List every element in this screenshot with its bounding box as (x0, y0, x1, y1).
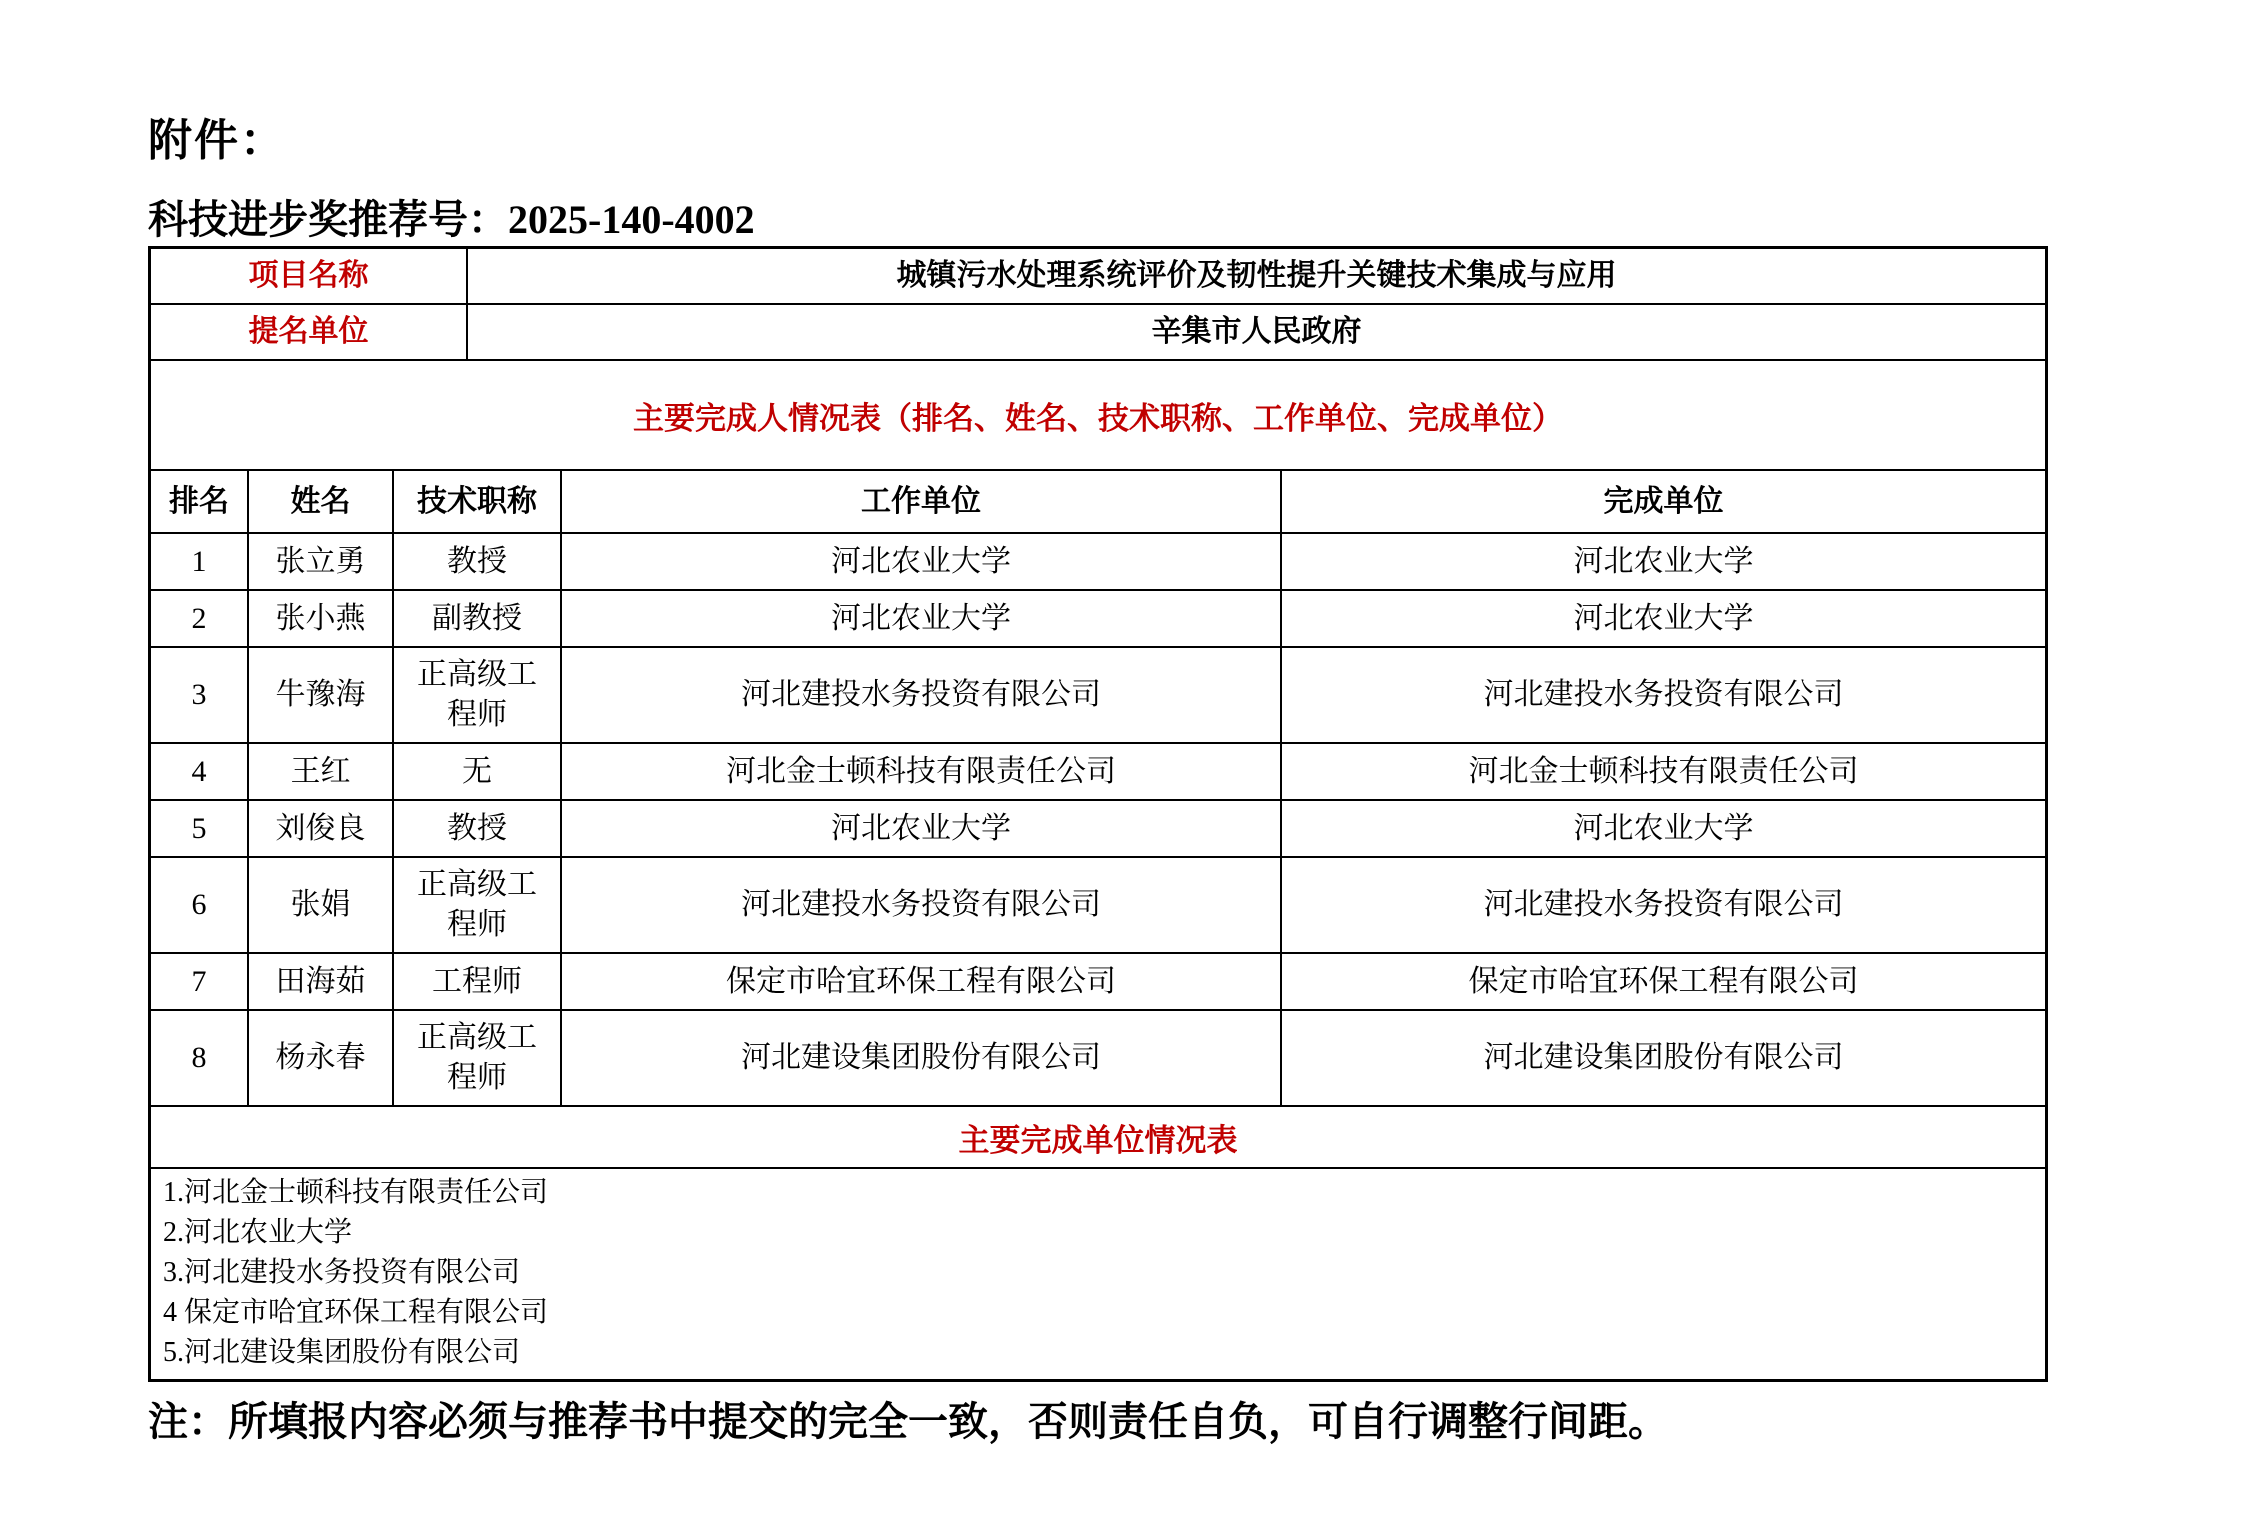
name-cell: 牛豫海 (249, 648, 394, 742)
rank-cell: 3 (151, 648, 249, 742)
attachment-label: 附件： (148, 116, 286, 165)
completers-header-row (151, 471, 2045, 534)
work-unit-cell: 河北农业大学 (562, 801, 1282, 856)
award-table (148, 246, 2048, 1382)
title-cell: 教授 (394, 534, 562, 589)
recommendation-line (148, 188, 755, 245)
completion-unit-cell: 河北农业大学 (1573, 811, 1754, 845)
recommendation-label: 科技进步奖推荐号： (148, 197, 508, 242)
completion-unit-cell: 河北建投水务投资有限公司 (1483, 678, 1844, 711)
title-cell: 正高级工程师 (394, 648, 562, 742)
completion-unit-cell: 河北农业大学 (1573, 601, 1754, 635)
name-cell: 田海茹 (249, 954, 394, 1009)
title-cell: 副教授 (394, 591, 562, 646)
nominator-label: 提名单位 (151, 305, 468, 359)
work-unit-cell: 河北农业大学 (562, 534, 1282, 589)
rank-cell: 6 (151, 858, 249, 952)
table-row (151, 954, 2045, 1011)
name-cell: 张娟 (249, 858, 394, 952)
title-cell: 无 (394, 744, 562, 799)
completion-unit-cell: 河北建设集团股份有限公司 (1483, 1041, 1844, 1074)
title-cell: 工程师 (394, 954, 562, 1009)
column-header-title: 技术职称 (394, 471, 562, 532)
work-unit-cell: 河北建设集团股份有限公司 (562, 1011, 1282, 1105)
title-cell: 正高级工程师 (394, 1011, 562, 1105)
name-cell: 张立勇 (249, 534, 394, 589)
work-unit-cell: 河北建投水务投资有限公司 (562, 858, 1282, 952)
work-unit-cell: 保定市哈宜环保工程有限公司 (562, 954, 1282, 1009)
work-unit-cell: 河北农业大学 (562, 591, 1282, 646)
name-cell: 张小燕 (249, 591, 394, 646)
list-item: 4 保定市哈宜环保工程有限公司 (163, 1297, 549, 1328)
column-header-name: 姓名 (249, 471, 394, 532)
title-cell: 正高级工程师 (394, 858, 562, 952)
project-name-value: 城镇污水处理系统评价及韧性提升关键技术集成与应用 (896, 259, 1617, 292)
completion-unit-cell: 保定市哈宜环保工程有限公司 (1468, 964, 1859, 998)
name-cell: 王红 (249, 744, 394, 799)
list-item: 1.河北金士顿科技有限责任公司 (163, 1177, 549, 1208)
rank-cell: 7 (151, 954, 249, 1009)
table-row (151, 534, 2045, 591)
table-row (151, 648, 2045, 744)
nominator-value: 辛集市人民政府 (1151, 315, 1362, 348)
nominator-row (151, 305, 2045, 361)
completion-unit-cell: 河北建投水务投资有限公司 (1483, 888, 1844, 921)
column-header-rank: 排名 (151, 471, 249, 532)
recommendation-number: 2025-140-4002 (508, 197, 755, 242)
rank-cell: 1 (151, 534, 249, 589)
completion-unit-cell: 河北金士顿科技有限责任公司 (1468, 754, 1859, 788)
rank-cell: 2 (151, 591, 249, 646)
project-name-label: 项目名称 (151, 249, 468, 303)
rank-cell: 4 (151, 744, 249, 799)
footer-note: 注：所填报内容必须与推荐书中提交的完全一致，否则责任自负，可自行调整行间距。 (148, 1399, 1668, 1444)
table-row (151, 858, 2045, 954)
list-item: 5.河北建设集团股份有限公司 (163, 1337, 521, 1368)
project-name-row (151, 249, 2045, 305)
completion-unit-cell: 河北农业大学 (1573, 544, 1754, 578)
work-unit-cell: 河北金士顿科技有限责任公司 (562, 744, 1282, 799)
table-row (151, 1011, 2045, 1107)
name-cell: 杨永春 (249, 1011, 394, 1105)
column-header-completion-unit: 完成单位 (1603, 484, 1724, 518)
list-item: 2.河北农业大学 (163, 1217, 353, 1248)
work-unit-cell: 河北建投水务投资有限公司 (562, 648, 1282, 742)
name-cell: 刘俊良 (249, 801, 394, 856)
title-cell: 教授 (394, 801, 562, 856)
list-item: 3.河北建投水务投资有限公司 (163, 1257, 521, 1288)
column-header-work-unit: 工作单位 (562, 471, 1282, 532)
completing-units-list (151, 1169, 2045, 1379)
table-row (151, 591, 2045, 648)
completers-section-header: 主要完成人情况表（排名、姓名、技术职称、工作单位、完成单位） (151, 361, 2045, 471)
rank-cell: 5 (151, 801, 249, 856)
units-section-header: 主要完成单位情况表 (151, 1107, 2045, 1169)
table-row (151, 801, 2045, 858)
rank-cell: 8 (151, 1011, 249, 1105)
table-row (151, 744, 2045, 801)
